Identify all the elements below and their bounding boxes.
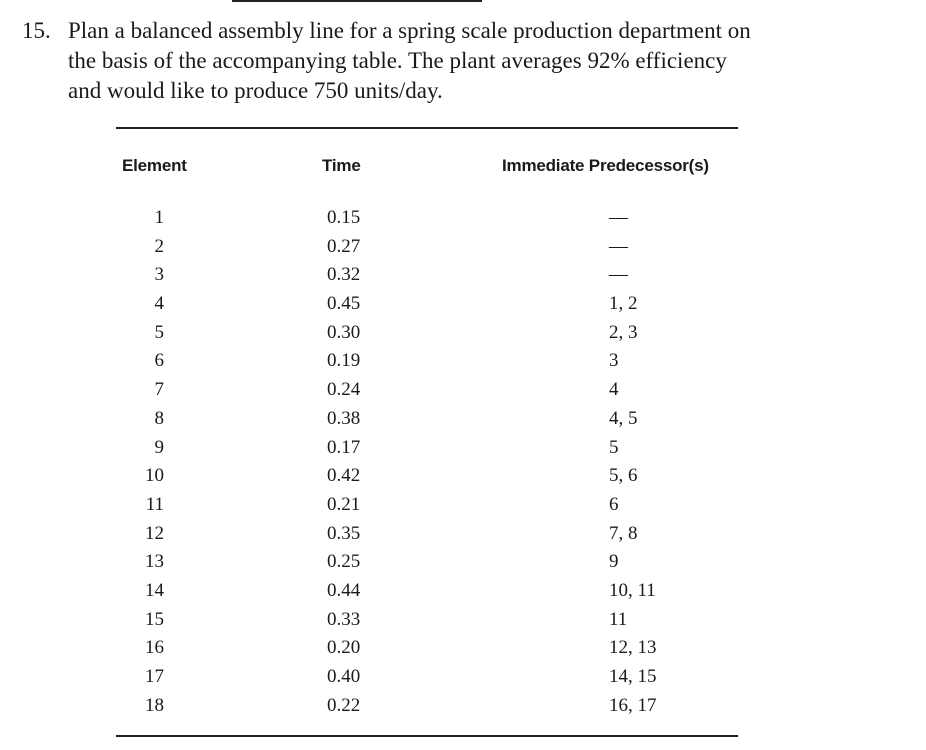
table-row (0, 435, 926, 464)
cell-time: 0.44 (327, 579, 361, 601)
column-header-time: Time (322, 156, 361, 175)
table-bottom-rule (116, 735, 738, 737)
cell-time: 0.25 (327, 551, 361, 573)
cell-time: 0.38 (327, 407, 361, 429)
cell-time: 0.15 (327, 207, 361, 228)
table-row (0, 549, 926, 578)
cell-predecessors: — (609, 207, 628, 228)
table-row (0, 693, 926, 722)
cell-predecessors: 4 (609, 379, 619, 401)
table-row (0, 635, 926, 664)
cell-time: 0.17 (327, 436, 361, 458)
cell-predecessors: 11 (609, 608, 628, 630)
cell-element: 11 (145, 493, 164, 515)
cell-time: 0.22 (327, 694, 361, 716)
cell-predecessors: 7, 8 (609, 522, 638, 544)
cell-time: 0.42 (327, 465, 361, 487)
cell-element: 9 (154, 436, 164, 458)
table-row (0, 463, 926, 492)
cell-element: 16 (145, 637, 164, 659)
cell-element: 14 (145, 579, 164, 601)
problem-number: 15. (22, 18, 51, 43)
cell-element: 5 (154, 321, 164, 343)
table-row (0, 521, 926, 550)
cell-time: 0.24 (327, 379, 361, 401)
cell-predecessors: — (609, 235, 628, 257)
cell-predecessors: 5, 6 (609, 465, 638, 487)
cell-predecessors: 16, 17 (609, 694, 657, 716)
cell-time: 0.30 (327, 321, 361, 343)
cell-time: 0.33 (327, 608, 361, 630)
cell-element: 4 (154, 293, 164, 315)
cell-predecessors: 1, 2 (609, 293, 638, 315)
table-row (0, 607, 926, 636)
cell-element: 2 (154, 235, 164, 257)
cell-element: 18 (145, 694, 164, 716)
cell-predecessors: 14, 15 (609, 666, 657, 687)
cell-element: 7 (154, 379, 164, 401)
cell-time: 0.20 (327, 637, 361, 659)
problem-text (68, 16, 868, 106)
cell-predecessors: — (609, 264, 628, 286)
table-row (0, 291, 926, 320)
table-row (0, 406, 926, 435)
column-header-predecessors: Immediate Predecessor(s) (502, 156, 709, 175)
cell-predecessors: 6 (609, 493, 619, 515)
table-row (0, 664, 926, 693)
cell-time: 0.27 (327, 235, 361, 257)
cell-predecessors: 4, 5 (609, 407, 638, 429)
table-top-rule (116, 127, 738, 129)
cell-element: 10 (145, 465, 164, 487)
cell-predecessors: 12, 13 (609, 637, 657, 659)
cell-time: 0.32 (327, 264, 361, 286)
cell-time: 0.45 (327, 293, 361, 315)
table-row (0, 205, 926, 234)
problem-line: and would like to produce 750 units/day. (68, 78, 443, 103)
table-row (0, 492, 926, 521)
table-row (0, 234, 926, 263)
cell-element: 3 (154, 264, 164, 286)
cell-element: 13 (145, 551, 164, 573)
cell-predecessors: 10, 11 (609, 579, 656, 601)
cell-time: 0.35 (327, 522, 361, 544)
cell-element: 17 (145, 666, 164, 687)
column-header-element: Element (122, 156, 187, 175)
cell-element: 12 (145, 522, 164, 544)
cell-element: 1 (154, 207, 164, 228)
table-body (0, 205, 926, 721)
table-row (0, 320, 926, 349)
cell-time: 0.40 (327, 666, 361, 687)
cell-element: 6 (154, 350, 164, 372)
table-row (0, 377, 926, 406)
problem-line: the basis of the accompanying table. The plant averages 92% efficiency (68, 48, 727, 73)
cell-element: 15 (145, 608, 164, 630)
cell-predecessors: 5 (609, 436, 619, 458)
cell-predecessors: 9 (609, 551, 619, 573)
problem-line: Plan a balanced assembly line for a spring scale production department on (68, 18, 751, 43)
table-row (0, 348, 926, 377)
cell-time: 0.21 (327, 493, 361, 515)
cell-element: 8 (154, 407, 164, 429)
cell-predecessors: 3 (609, 350, 619, 372)
top-divider (232, 0, 482, 2)
cell-time: 0.19 (327, 350, 361, 372)
cell-predecessors: 2, 3 (609, 321, 638, 343)
table-row (0, 578, 926, 607)
table-row (0, 262, 926, 291)
